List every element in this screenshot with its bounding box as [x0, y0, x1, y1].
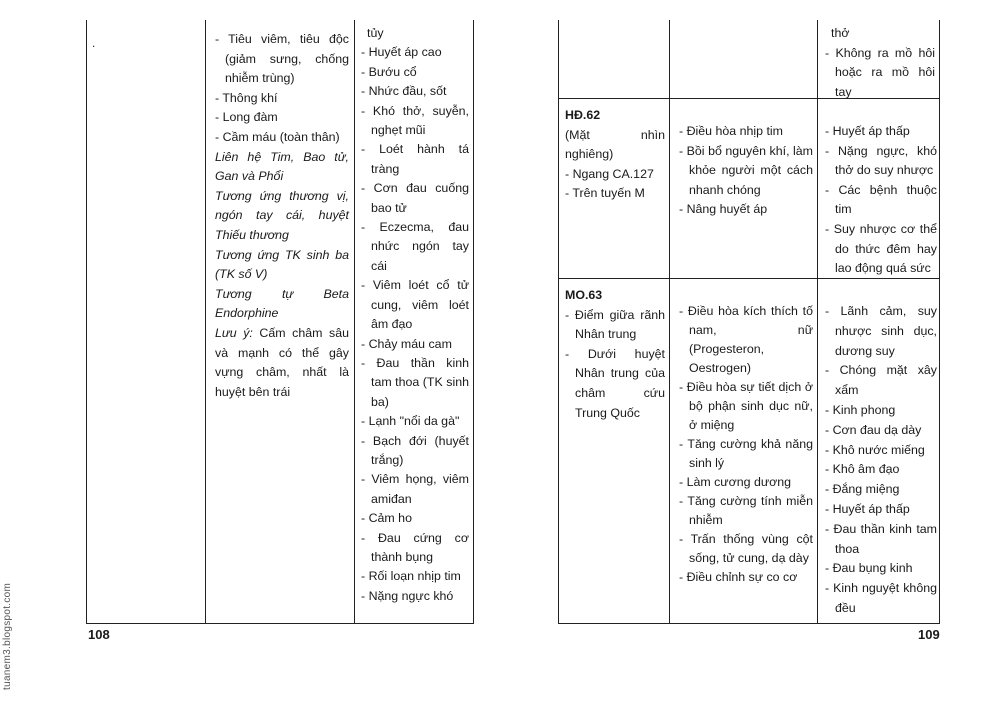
- effect-item: - Long đàm: [215, 110, 278, 125]
- caution-note: [215, 324, 349, 402]
- left-col-divider-2: [354, 20, 355, 623]
- effect-item: - Điều hòa sự tiết dịch ở bộ phận sinh dục nữ, ở miệng: [679, 380, 813, 432]
- indication-item: - Huyết áp thấp: [825, 501, 910, 516]
- left-effects-cell: [215, 30, 349, 402]
- relation-note: Tương ứng TK sinh ba (TK số V): [215, 247, 349, 282]
- indication-item: - Bạch đới (huyết trắng): [361, 433, 469, 467]
- indication-item: - Đau bụng kinh: [825, 561, 913, 576]
- page-number: 109: [918, 627, 940, 642]
- effect-item: - Thông khí: [215, 90, 278, 105]
- indication-item: - Huyết áp cao: [361, 45, 442, 60]
- indication-item: - Viêm loét cổ tử cung, viêm loét âm đạo: [361, 278, 469, 332]
- right-table: [558, 20, 940, 624]
- right-col-divider-2: [817, 20, 818, 623]
- indication-item: - Khô âm đạo: [825, 462, 900, 477]
- effect-item: - Cầm máu (toàn thân): [215, 129, 340, 144]
- indication-item: - Nặng ngực khó: [361, 588, 454, 603]
- indication-item: - Nặng ngực, khó thở do suy nhược: [825, 143, 937, 178]
- indication-item: - Các bệnh thuộc tim: [825, 182, 937, 217]
- hd62-location-cell: [565, 106, 665, 204]
- relation-note: Tương tự Beta Endorphine: [215, 286, 349, 321]
- indication-item: - Suy nhược cơ thể do thức đêm hay lao động quá sức: [825, 221, 937, 276]
- indication-item: - Không ra mồ hôi hoặc ra mồ hôi tay: [825, 45, 935, 99]
- indication-item: - Viêm họng, viêm amiđan: [361, 472, 469, 506]
- indication-item: - Nhức đầu, sốt: [361, 84, 447, 99]
- effect-item: - Tăng cường khả năng sinh lý: [679, 437, 813, 470]
- effect-item: - Bồi bổ nguyên khí, làm khỏe người một cách nhanh chóng: [679, 143, 813, 197]
- effect-item: - Tăng cường tính miễn nhiễm: [679, 494, 813, 527]
- indication-item: - Bướu cổ: [361, 64, 417, 79]
- point-code: MO.63: [565, 288, 603, 302]
- watermark-text: tuanem3.blogspot.com: [2, 582, 13, 690]
- location-item: - Điểm giữa rãnh Nhân trung: [565, 307, 665, 342]
- indication-item: - Đau thần kinh tam thoa: [825, 521, 937, 556]
- left-indications-cell: [361, 24, 469, 606]
- caution-text: Cấm châm sâu và mạnh có thể gây vựng châm, nhất là huyệt bên trái: [215, 325, 350, 399]
- hd62-indications-cell: [825, 122, 937, 279]
- indication-item: - Lãnh cảm, suy nhược sinh dục, dương suy: [825, 304, 937, 358]
- effect-item: - Điều hòa nhịp tim: [679, 124, 783, 138]
- left-table: [86, 20, 474, 624]
- stray-dot: .: [92, 36, 96, 50]
- right-page: [500, 0, 1000, 721]
- location-item: - Trên tuyến M: [565, 186, 645, 201]
- indication-item: - Cơn đau dạ dày: [825, 422, 922, 437]
- indication-item: - Kinh nguyệt không đều: [825, 581, 937, 615]
- indication-item: thở: [831, 26, 850, 40]
- indication-item: - Loét hành tá tràng: [361, 142, 469, 176]
- continued-indications-cell: [825, 24, 935, 102]
- mo63-effects-cell: [679, 302, 813, 587]
- effect-item: - Nâng huyết áp: [679, 202, 768, 217]
- indication-item: - Rối loạn nhịp tim: [361, 569, 461, 584]
- indication-item: - Đau thần kinh tam thoa (TK sinh ba): [361, 355, 469, 409]
- location-item: - Dưới huyệt Nhân trung của châm cứu Trung Quốc: [565, 346, 665, 420]
- location-item: (Mặt nhìn nghiêng): [565, 127, 665, 162]
- effect-item: - Điều hòa kích thích tố nam, nữ (Progesteron, Oestrogen): [679, 304, 813, 375]
- right-col-divider-1: [669, 20, 670, 623]
- indication-item: - Kinh phong: [825, 402, 896, 417]
- indication-item: - Cơn đau cuống bao tử: [361, 181, 469, 215]
- location-item: - Ngang CA.127: [565, 166, 654, 181]
- indication-item: - Cảm ho: [361, 511, 412, 526]
- hd62-effects-cell: [679, 122, 813, 220]
- indication-item: - Chảy máu cam: [361, 336, 452, 351]
- indication-item: - Khó thở, suyễn, nghẹt mũi: [361, 103, 469, 138]
- effect-item: - Trấn thống vùng cột sống, tử cung, dạ dày: [679, 532, 813, 565]
- caution-label: Lưu ý:: [215, 325, 253, 340]
- mo63-location-cell: [565, 286, 665, 423]
- page-number: 108: [88, 627, 110, 642]
- effect-item: - Điều chỉnh sự co cơ: [679, 570, 798, 584]
- effect-item: - Tiêu viêm, tiêu độc (giảm sưng, chống nhiễm trùng): [215, 32, 349, 86]
- indication-item: - Khô nước miếng: [825, 442, 925, 457]
- relation-note: Liên hệ Tim, Bao tử, Gan và Phổi: [215, 149, 349, 184]
- indication-item: - Chóng mặt xây xẩm: [825, 363, 937, 398]
- effect-item: - Làm cương dương: [679, 475, 792, 489]
- indication-item: - Đau cứng cơ thành bụng: [361, 530, 469, 564]
- point-code: HĐ.62: [565, 108, 601, 122]
- indication-item: - Huyết áp thấp: [825, 124, 910, 138]
- indication-item: tủy: [367, 26, 384, 40]
- mo63-indications-cell: [825, 302, 937, 619]
- indication-item: - Lạnh "nổi da gà": [361, 414, 460, 429]
- left-col-divider-1: [205, 20, 206, 623]
- indication-item: - Đắng miệng: [825, 482, 900, 497]
- relation-note: Tương ứng thương vị, ngón tay cái, huyệt Thiếu thương: [215, 188, 349, 242]
- indication-item: - Eczecma, đau nhức ngón tay cái: [361, 220, 469, 273]
